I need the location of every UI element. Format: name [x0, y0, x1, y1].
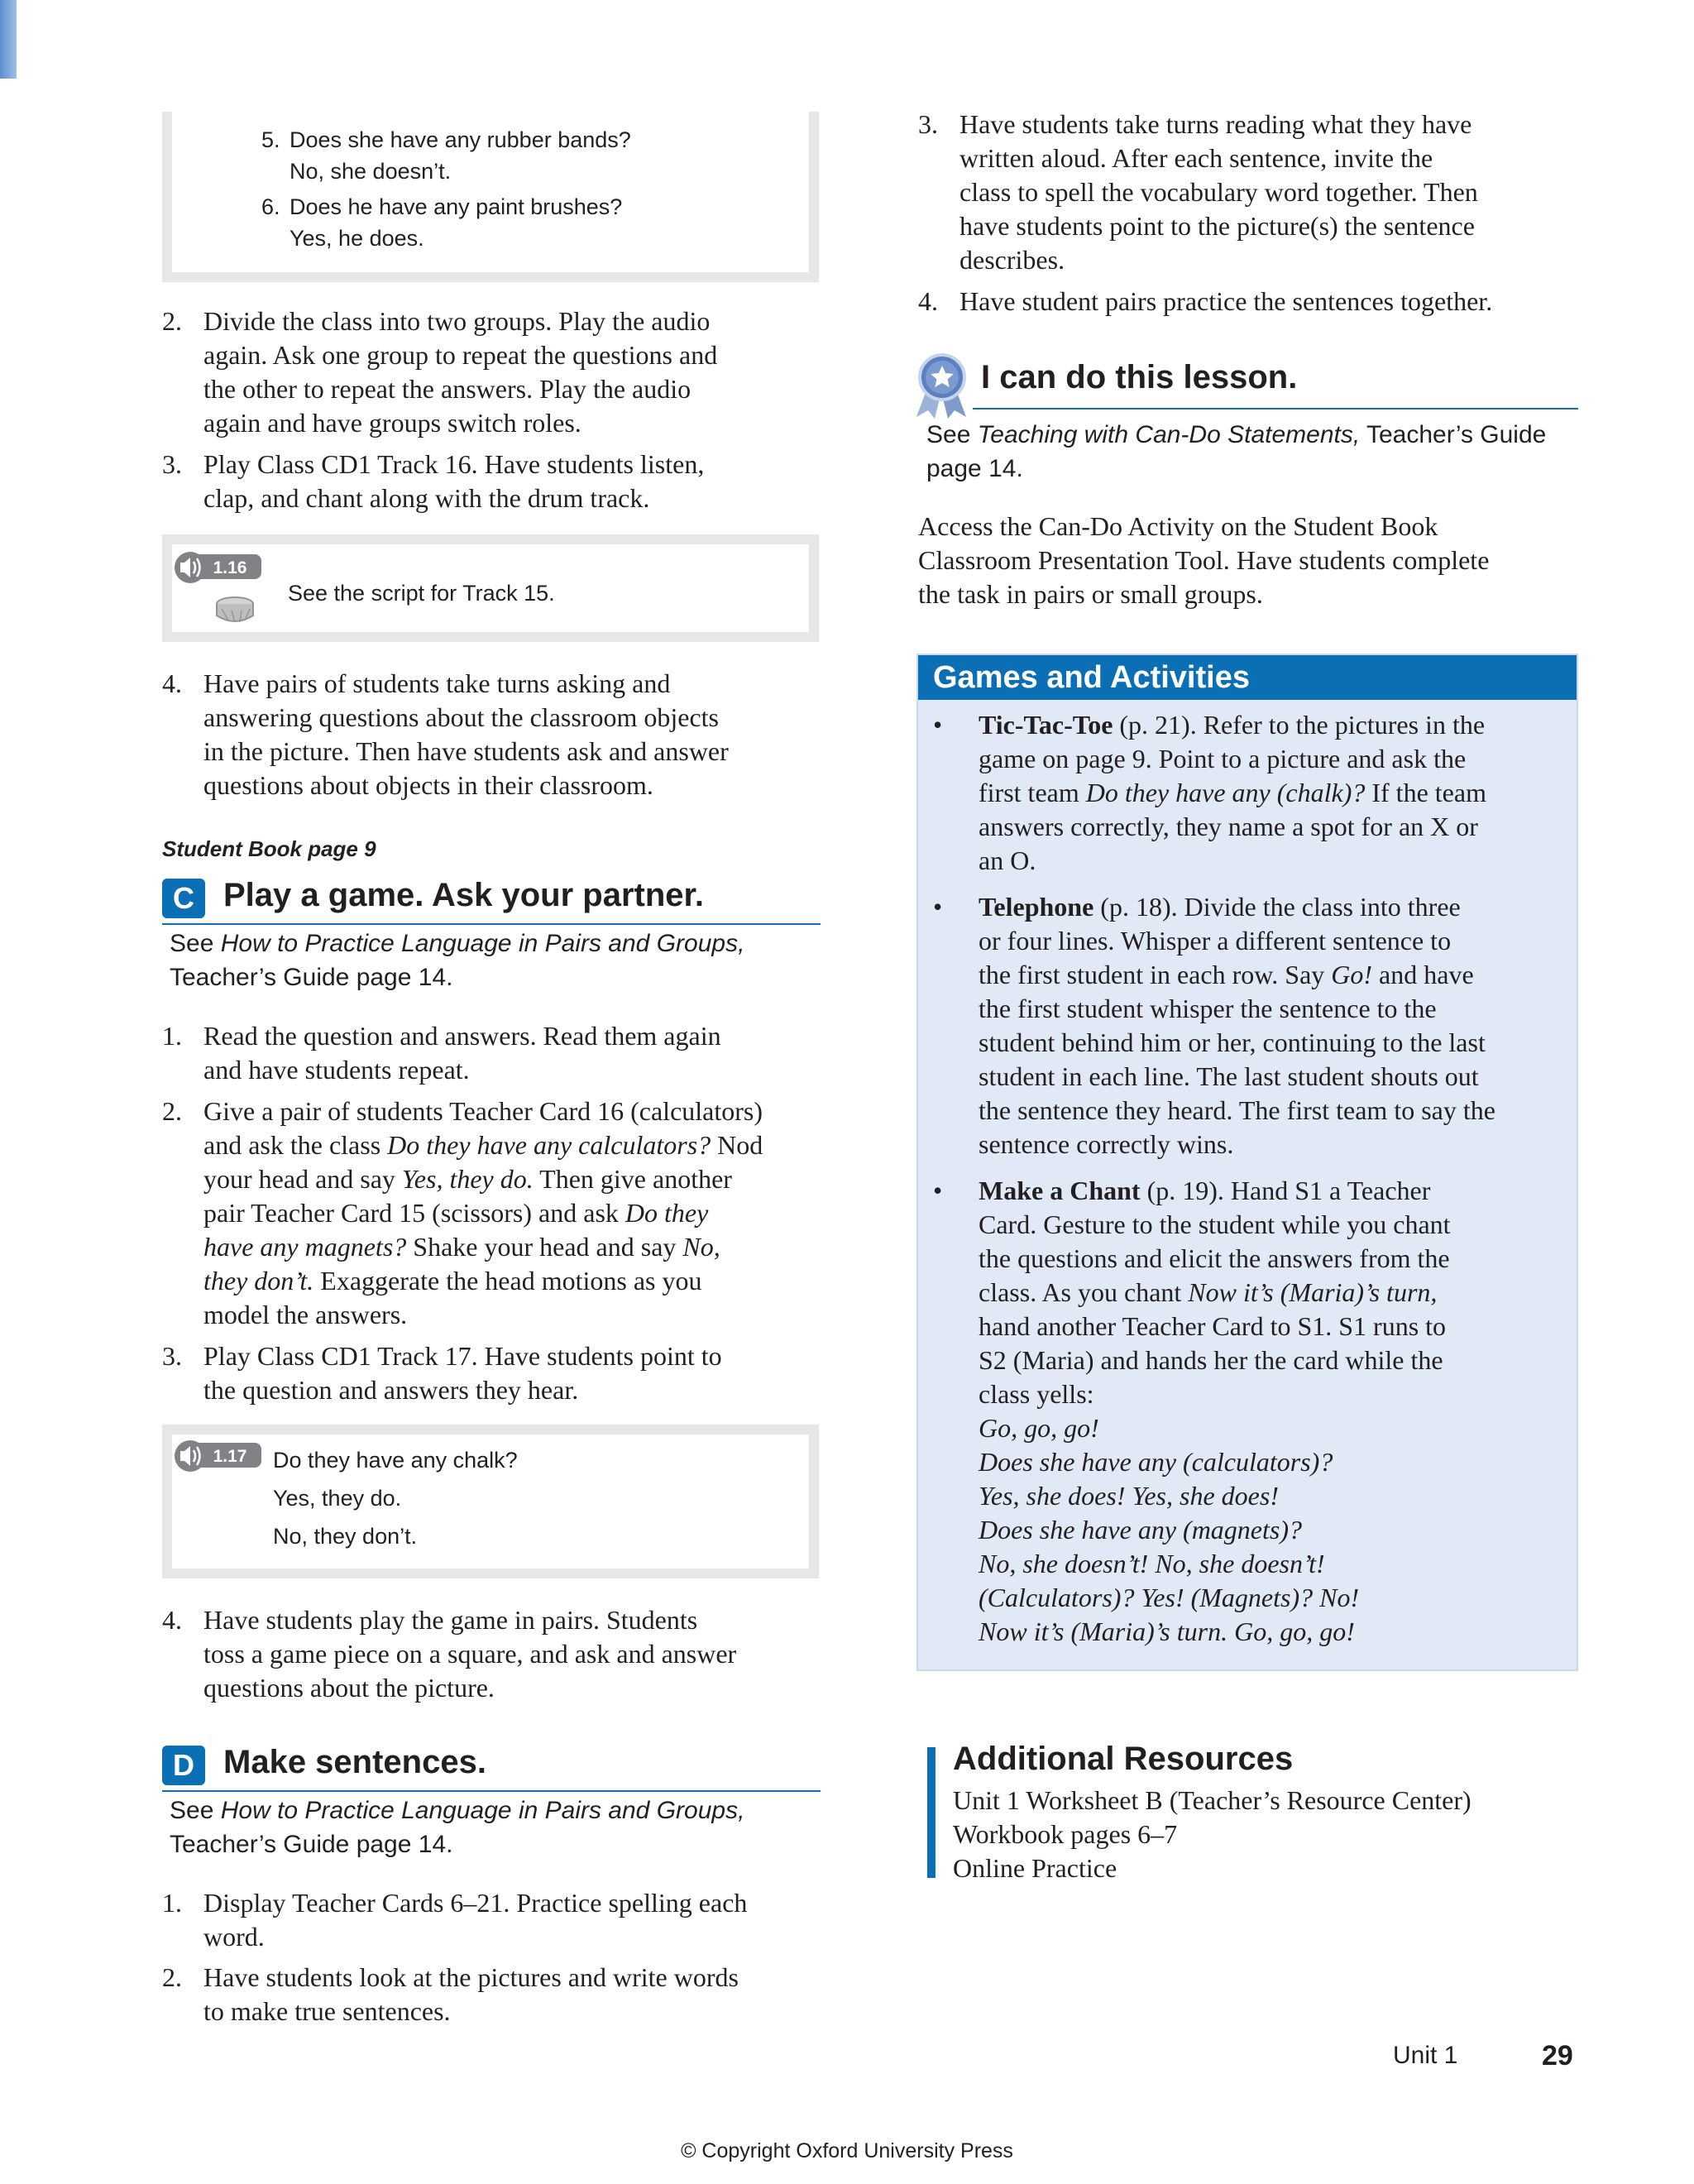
section-d-rule — [162, 1790, 821, 1792]
footer-unit: Unit 1 — [1393, 2042, 1458, 2069]
can-do-rule — [973, 408, 1578, 410]
answer-5: No, she doesn’t. — [290, 159, 452, 184]
chant-lines: Go, go, go! Does she have any (calculators)? Yes, she does! Yes, she does! Does she have any (magnets)? No, she doesn’t! No, she doesn’t! (Calculators)? Yes! (Magnets)? No! Now it’s (Maria)’s turn. Go, go, go! — [979, 1413, 1360, 1646]
copyright-notice: © Copyright Oxford University Press — [681, 2139, 1013, 2162]
question-5: Does she have any rubber bands? — [290, 127, 631, 152]
page-number: 29 — [1542, 2040, 1573, 2071]
section-c-see-note: See How to Practice Language in Pairs and Groups, Teacher’s Guide page 14. — [170, 930, 745, 991]
resource-item: Workbook pages 6–7 — [953, 1819, 1178, 1849]
section-d-see-note: See How to Practice Language in Pairs and Groups, Teacher’s Guide page 14. — [170, 1797, 745, 1858]
question-6: Does he have any paint brushes? — [290, 194, 623, 219]
audio-track-icon[interactable] — [172, 551, 265, 584]
section-c-title: Play a game. Ask your partner. — [223, 877, 704, 913]
drum-icon — [213, 594, 256, 627]
games-activities-title: Games and Activities — [918, 655, 1577, 700]
resource-item: Unit 1 Worksheet B (Teacher’s Resource Center) — [953, 1785, 1471, 1815]
can-do-see-note: See Teaching with Can-Do Statements, Teacher’s Guide page 14. — [926, 421, 1547, 482]
section-c-badge: C — [162, 879, 205, 918]
question-6-number: 6. — [261, 194, 280, 219]
audio-track-number: 1.16 — [213, 558, 247, 577]
resources-title: Additional Resources — [953, 1741, 1294, 1777]
audio-script-text: See the script for Track 15. — [288, 581, 555, 606]
can-do-access-text: Access the Can-Do Activity on the Student Book Classroom Presentation Tool. Have students complete the task in pairs or small groups. — [918, 511, 1490, 609]
section-d-badge: D — [162, 1746, 205, 1785]
resources-list — [953, 1784, 1582, 1885]
answer-6: Yes, he does. — [290, 226, 424, 251]
audio-track-icon[interactable] — [172, 1439, 265, 1473]
audio-track-number: 1.17 — [213, 1447, 247, 1466]
question-5-number: 5. — [261, 127, 280, 152]
resource-item: Online Practice — [953, 1853, 1117, 1883]
audio-script-box — [162, 534, 819, 642]
can-do-title: I can do this lesson. — [981, 359, 1298, 395]
chalk-answer-no: No, they don’t. — [273, 1524, 418, 1549]
section-d-title: Make sentences. — [223, 1744, 486, 1780]
resources-accent-bar — [927, 1747, 936, 1878]
answer-box-continued — [162, 112, 819, 282]
student-book-page-label: Student Book page 9 — [162, 836, 376, 861]
chalk-answer-yes: Yes, they do. — [273, 1486, 402, 1511]
corner-tab — [0, 0, 17, 79]
award-ribbon-icon — [910, 352, 974, 420]
games-activities-box: Games and Activities • Tic-Tac-Toe (p. 21). Refer to the pictures in the game on page 9. Point to a picture and ask the first team Do they have any (chalk)? If the team answers correctly, they name a spot for an X or an O. • Telephone (p. 18). Divide the class into three or four lines. Whisper a different sentence to the first student in each row. Say Go! and have the first student whisper the sentence to the student behind him or her, continuing to the last student in each line. The last student shouts out the sentence they heard. The first team to say the sentence correctly wins. • Make a Chant (p. 19). Hand S1 a Teacher Card. Gesture to the student while you chant the questions and elicit the answers from the class. As you chant Now it’s (Maria)’s turn, hand another Teacher Card to S1. S1 runs to S2 (Maria) and hands her the card while the class yells: Go, go, go! Does she have any (calculators)? Yes, she does! Yes, she does! Does she have any (magnets)? No, she doesn’t! No, she doesn’t! (Calculators)? Yes! (Magnets)? No! Now it’s (Maria)’s turn. Go, go, go! — [916, 654, 1578, 1671]
audio-answer-box — [162, 1425, 819, 1578]
chalk-question: Do they have any chalk? — [273, 1448, 518, 1473]
section-c-rule — [162, 923, 821, 925]
